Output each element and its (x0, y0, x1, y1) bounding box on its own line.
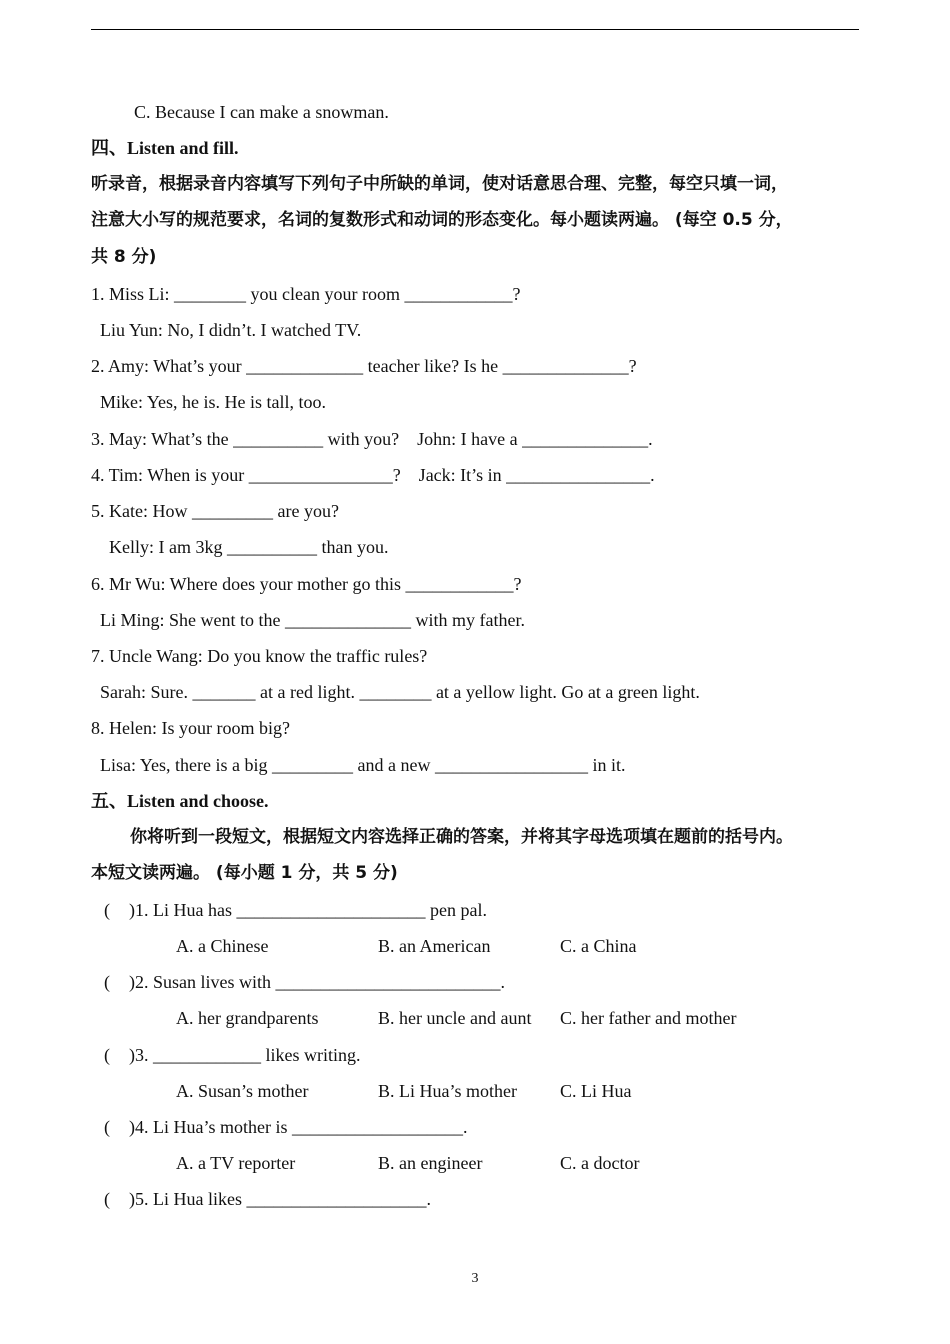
fill-answer-6: Li Ming: She went to the ______________ with my father. (100, 610, 525, 630)
question-5-paren: ( (104, 1189, 110, 1209)
section4-instruction-line1: 听录音，根据录音内容填写下列句子中所缺的单词，使对话意思合理、完整，每空只填一词， (91, 174, 788, 194)
question-1-option-b: B. an American (378, 936, 491, 956)
question-1-option-c: C. a China (560, 936, 637, 956)
fill-question-4: 4. Tim: When is your ________________? Jack: It’s in ________________. (91, 465, 655, 485)
fill-question-3: 3. May: What’s the __________ with you? John: I have a ______________. (91, 429, 653, 449)
fill-question-2: 2. Amy: What’s your _____________ teacher like? Is he ______________? (91, 356, 637, 376)
fill-question-7: 7. Uncle Wang: Do you know the traffic rules? (91, 646, 428, 666)
fill-answer-1: Liu Yun: No, I didn’t. I watched TV. (100, 320, 362, 340)
fill-question-8: 8. Helen: Is your room big? (91, 718, 290, 738)
question-4-option-b: B. an engineer (378, 1153, 483, 1173)
fill-question-6: 6. Mr Wu: Where does your mother go this ____________? (91, 574, 522, 594)
question-2-paren: ( (104, 972, 110, 992)
section5-heading: 五、Listen and choose. (91, 791, 269, 811)
question-3-option-c: C. Li Hua (560, 1081, 632, 1101)
question-5-stem: )5. Li Hua likes ____________________. (129, 1189, 431, 1209)
question-4-paren: ( (104, 1117, 110, 1137)
section5-instruction-line1: 你将听到一段短文，根据短文内容选择正确的答案，并将其字母选项填在题前的括号内。 (130, 827, 793, 847)
question-2-option-a: A. her grandparents (176, 1008, 319, 1028)
question-1-option-a: A. a Chinese (176, 936, 269, 956)
fill-question-1: 1. Miss Li: ________ you clean your room ____________? (91, 284, 521, 304)
fill-answer-8: Lisa: Yes, there is a big _________ and a new _________________ in it. (100, 755, 626, 775)
question-2-option-b: B. her uncle and aunt (378, 1008, 532, 1028)
question-1-stem: )1. Li Hua has _____________________ pen pal. (129, 900, 487, 920)
question-2-stem: )2. Susan lives with _________________________. (129, 972, 505, 992)
question-4-option-c: C. a doctor (560, 1153, 640, 1173)
question-1-paren: ( (104, 900, 110, 920)
section5-instruction-line2: 本短文读两遍。 (每小题 1 分，共 5 分) (91, 863, 398, 883)
question-4-stem: )4. Li Hua’s mother is ___________________. (129, 1117, 468, 1137)
question-4-option-a: A. a TV reporter (176, 1153, 296, 1173)
fill-question-5: 5. Kate: How _________ are you? (91, 501, 339, 521)
previous-option-c: C. Because I can make a snowman. (134, 102, 389, 122)
section4-heading: 四、Listen and fill. (91, 138, 239, 158)
question-2-option-c: C. her father and mother (560, 1008, 737, 1028)
question-3-stem: )3. ____________ likes writing. (129, 1045, 361, 1065)
question-3-option-a: A. Susan’s mother (176, 1081, 309, 1101)
section4-instruction-line2: 注意大小写的规范要求，名词的复数形式和动词的形态变化。每小题读两遍。 (每空 0.5 分， (91, 210, 793, 230)
fill-answer-5: Kelly: I am 3kg __________ than you. (109, 537, 389, 557)
fill-answer-2: Mike: Yes, he is. He is tall, too. (100, 392, 327, 412)
question-3-paren: ( (104, 1045, 110, 1065)
section4-instruction-line3: 共 8 分) (91, 247, 157, 267)
question-3-option-b: B. Li Hua’s mother (378, 1081, 517, 1101)
fill-answer-7: Sarah: Sure. _______ at a red light. ________ at a yellow light. Go at a green light. (100, 682, 700, 702)
header-rule (91, 29, 859, 30)
page-number: 3 (471, 1271, 479, 1286)
